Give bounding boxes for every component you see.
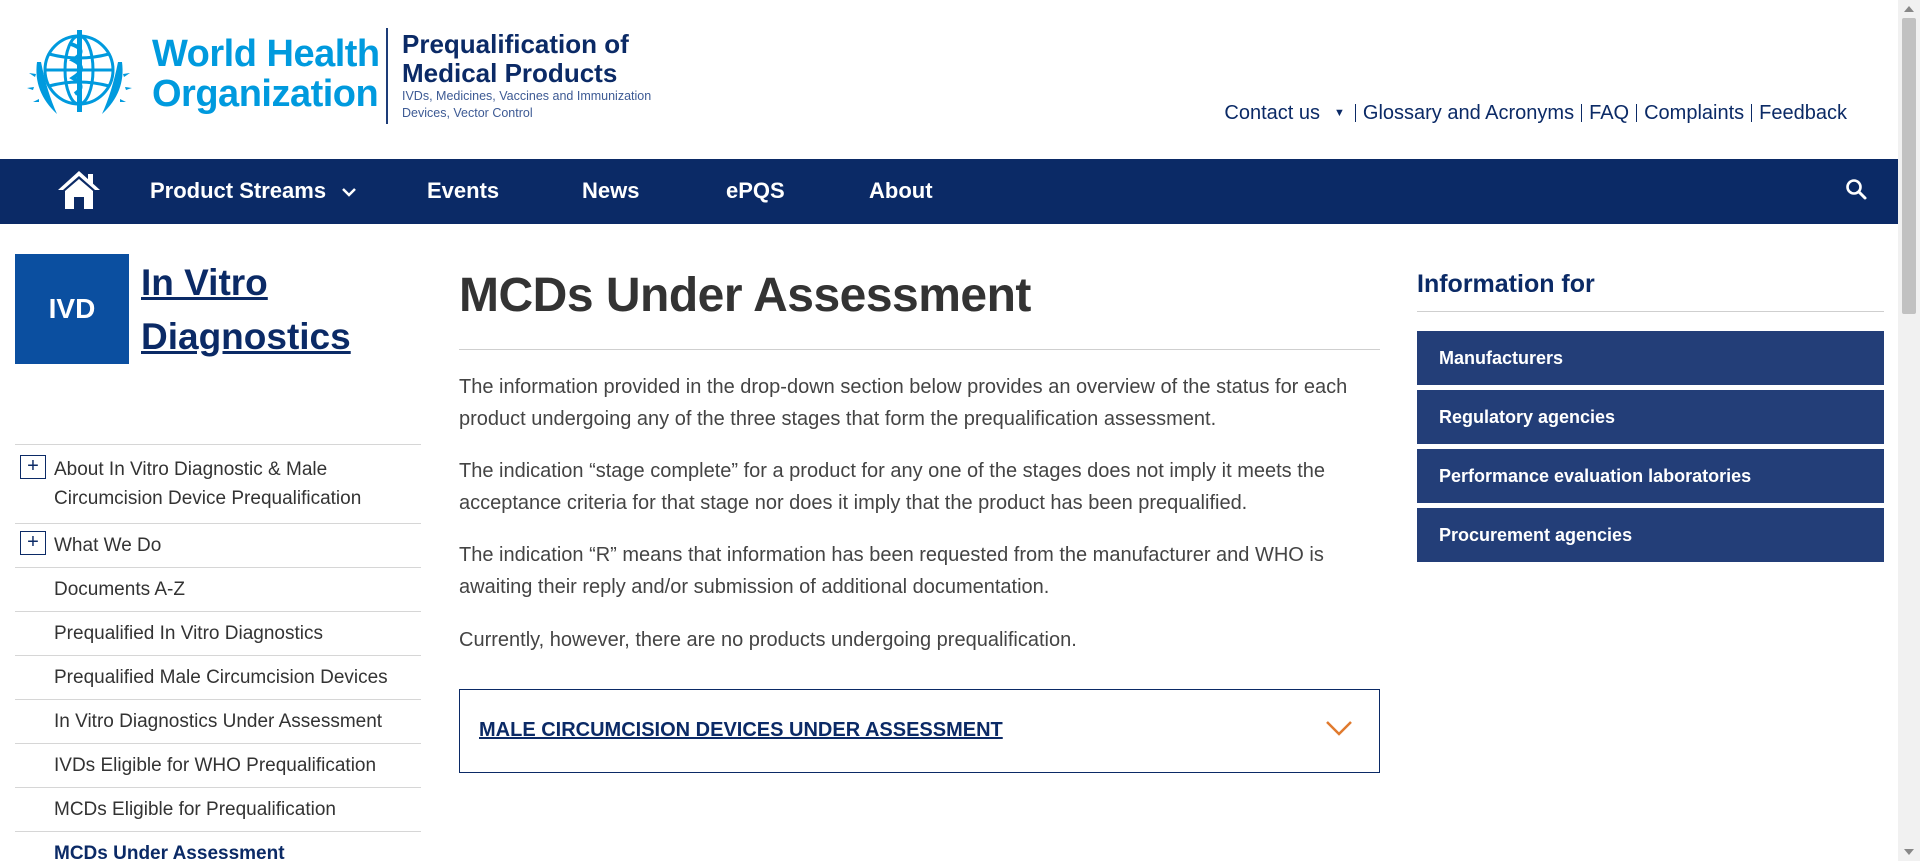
expand-plus-icon[interactable]: + [20, 531, 46, 555]
info-procurement-agencies-button[interactable]: Procurement agencies [1417, 508, 1884, 562]
sidebar-item-mcds-under-assessment[interactable] [15, 831, 421, 861]
utility-nav [1217, 104, 1854, 122]
sidebar-item-label: MCDs Eligible for Prequalification [54, 799, 336, 820]
sidebar-item-prequalified-ivds[interactable] [15, 611, 421, 655]
who-emblem-icon[interactable] [27, 22, 132, 127]
nav-epqs[interactable]: ePQS [726, 178, 785, 203]
accordion-mcds-under-assessment[interactable] [459, 689, 1380, 773]
chevron-down-icon[interactable] [1325, 718, 1353, 738]
info-manufacturers-button[interactable]: Manufacturers [1417, 331, 1884, 385]
sidebar-item-label: About In Vitro Diagnostic & Male Circumcision Device Prequalification [54, 459, 362, 509]
information-for-divider [1417, 311, 1884, 312]
org-name[interactable] [152, 34, 380, 114]
sidebar-item-about[interactable] [15, 444, 421, 523]
faq-link[interactable]: FAQ [1581, 104, 1636, 122]
nav-events[interactable]: Events [427, 178, 500, 203]
sidebar-nav [15, 444, 421, 861]
sidebar-item-mcds-eligible[interactable] [15, 787, 421, 831]
feedback-link[interactable]: Feedback [1751, 104, 1854, 122]
page-scrollbar[interactable] [1898, 0, 1920, 861]
accordion-label[interactable]: MALE CIRCUMCISION DEVICES UNDER ASSESSMENT [479, 719, 1003, 741]
main-nav [0, 159, 1898, 224]
search-icon[interactable] [1844, 177, 1868, 201]
sidebar-item-ivds-under-assessment[interactable] [15, 699, 421, 743]
ivd-badge[interactable]: IVD [15, 254, 129, 364]
nav-product-streams[interactable] [150, 179, 356, 203]
sidebar-item-label: What We Do [54, 535, 162, 556]
info-performance-labs-button[interactable]: Performance evaluation laboratories [1417, 449, 1884, 503]
home-icon[interactable] [56, 169, 102, 211]
information-for-title: Information for [1417, 270, 1595, 298]
sidebar-item-label: In Vitro Diagnostics Under Assessment [54, 711, 383, 732]
program-title-line2: Medical Products [402, 58, 618, 88]
program-subtitle: IVDs, Medicines, Vaccines and Immunization Devices, Vector Control [402, 89, 652, 120]
scroll-down-icon[interactable] [1904, 849, 1914, 855]
caret-down-icon[interactable]: ▼ [1334, 107, 1345, 119]
site-header [0, 0, 1898, 159]
no-products-paragraph: Currently, however, there are no products undergoing prequalification. [459, 629, 1077, 651]
scroll-thumb[interactable] [1902, 18, 1916, 314]
org-name-line2: Organization [152, 73, 379, 115]
glossary-link[interactable]: Glossary and Acronyms [1355, 104, 1581, 122]
logo-divider [386, 28, 388, 124]
intro-paragraph: The information provided in the drop-down section below provides an overview of the status for each product undergoing any of the three stages that form the prequalification assessment. [459, 376, 1348, 430]
nav-news[interactable]: News [582, 178, 640, 203]
expand-plus-icon[interactable]: + [20, 455, 46, 479]
program-title[interactable] [402, 30, 629, 88]
sidebar-item-label: IVDs Eligible for WHO Prequalification [54, 755, 377, 776]
nav-about[interactable]: About [869, 178, 933, 203]
sidebar-item-label: Prequalified In Vitro Diagnostics [54, 623, 323, 644]
sidebar-item-prequalified-mcds[interactable] [15, 655, 421, 699]
sidebar-item-what-we-do[interactable] [15, 523, 421, 567]
stage-complete-paragraph: The indication “stage complete” for a product for any one of the stages does not imply it meets the acceptance criteria for that stage nor does it imply that the product has been prequalified. [459, 460, 1326, 514]
nav-product-streams-label: Product Streams [150, 178, 327, 203]
org-name-line1: World Health [152, 33, 380, 75]
sidebar-item-label: Prequalified Male Circumcision Devices [54, 667, 388, 688]
contact-us-link[interactable]: Contact us [1224, 102, 1320, 124]
complaints-link[interactable]: Complaints [1636, 104, 1751, 122]
chevron-down-icon [342, 187, 356, 197]
page-title: MCDs Under Assessment [459, 269, 1031, 322]
sidebar-item-label: Documents A-Z [54, 579, 185, 600]
info-regulatory-agencies-button[interactable]: Regulatory agencies [1417, 390, 1884, 444]
program-title-line1: Prequalification of [402, 29, 629, 59]
scroll-up-icon[interactable] [1904, 6, 1914, 12]
sidebar-item-ivds-eligible[interactable] [15, 743, 421, 787]
sidebar-item-documents-az[interactable] [15, 567, 421, 611]
sidebar-item-label: MCDs Under Assessment [54, 843, 285, 861]
sidebar-section-title[interactable]: In Vitro Diagnostics [141, 262, 351, 357]
r-indication-paragraph: The indication “R” means that information has been requested from the manufacturer and WHO is awaiting their reply and/or submission of additional documentation. [459, 544, 1324, 598]
title-divider [459, 349, 1380, 350]
